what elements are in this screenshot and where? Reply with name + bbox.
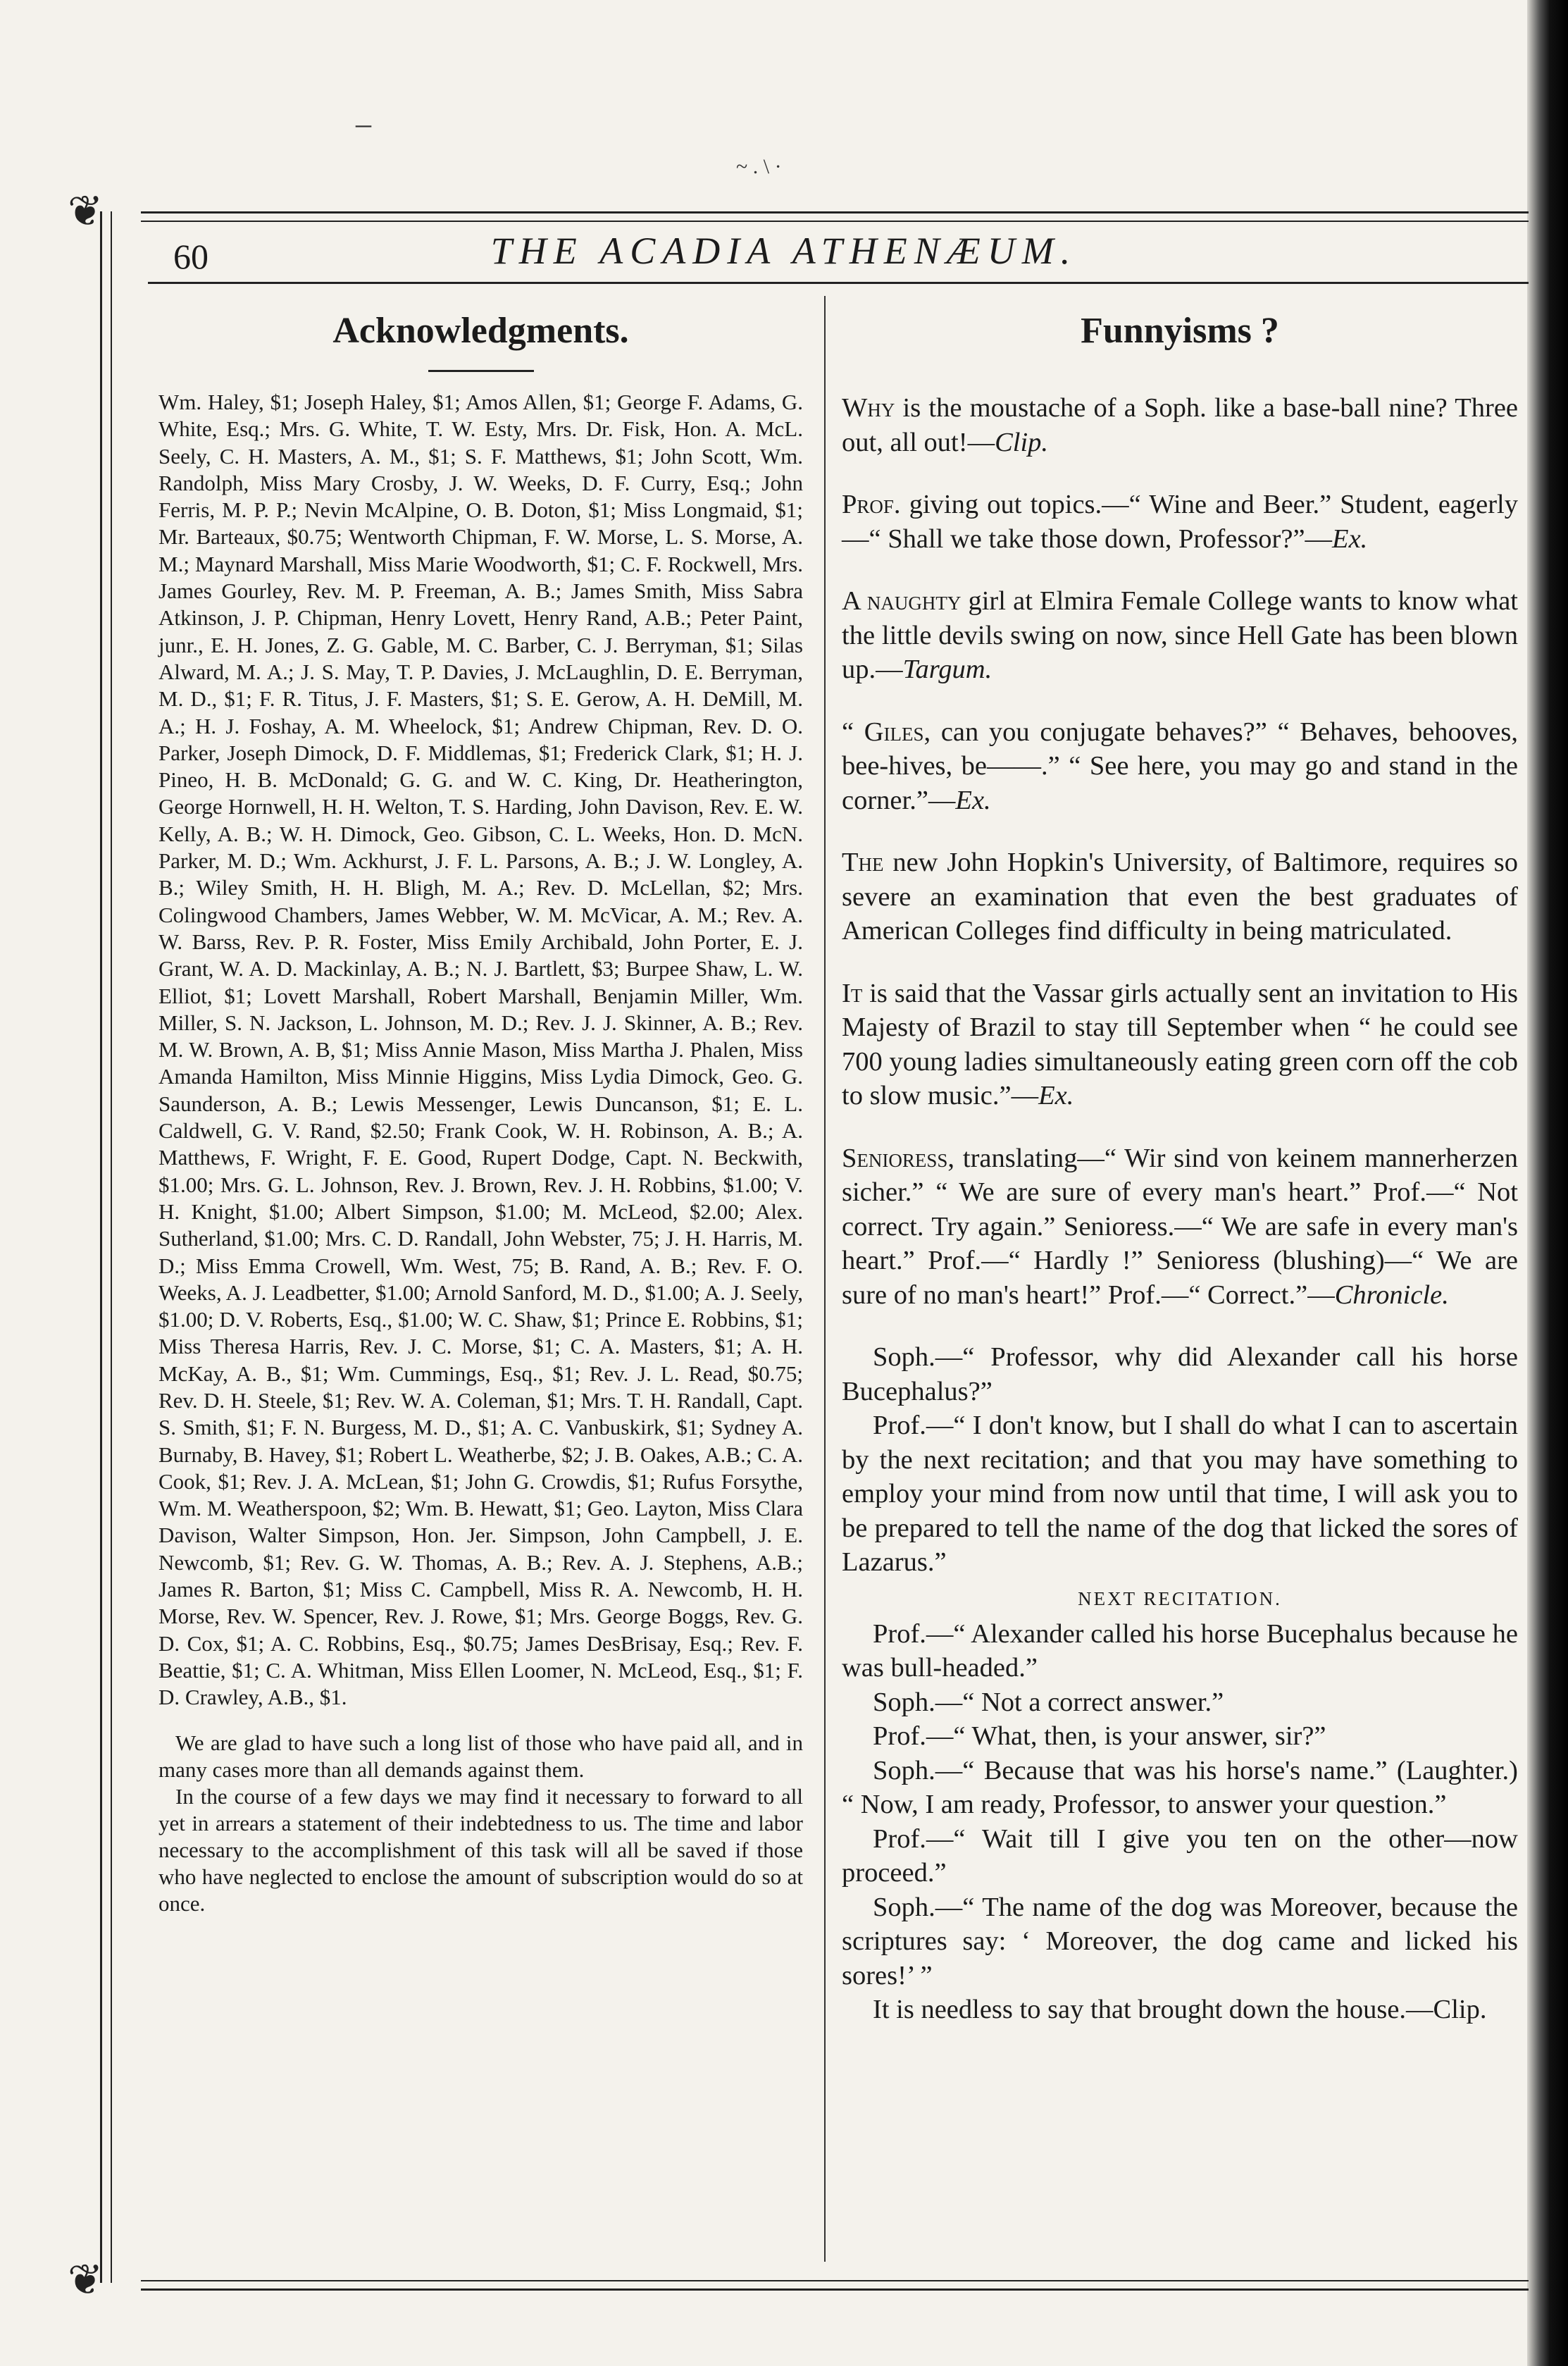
top-border-rule: [141, 211, 1529, 222]
funnyism-item: Why is the moustache of a Soph. like a base-ball nine? Three out, all out!—Clip.: [842, 393, 1518, 457]
funnyism-item: Prof. giving out topics.—“ Wine and Beer.” Student, eagerly—“ Shall we take those down, Professor?”—Ex.: [842, 490, 1518, 554]
acknowledgments-title: Acknowledgments.: [332, 311, 629, 351]
funnyisms-column: [842, 303, 1518, 2027]
running-title: THE ACADIA ATHENÆUM.: [490, 230, 1078, 272]
funnyism-item: Senioress, translating—“ Wir sind von keinem mannerherzen sicher.” “ We are sure of every man's heart.” Prof.—“ Not correct. Try again.” Senioress.—“ We are safe in every man's heart.” Prof.—“ Hardly !” Senioress (blushing)—“ We are sure of no man's heart!” Prof.—“ Correct.”—Chronicle.: [842, 1143, 1518, 1310]
funnyism-item: The new John Hopkin's University, of Baltimore, requires so severe an examination that even the best graduates of American Colleges find difficulty in being matriculated.: [842, 848, 1518, 946]
acknowledgments-column: [158, 303, 803, 1917]
corner-ornament-icon: ❦: [68, 2257, 104, 2303]
ink-speck: –: [356, 106, 371, 141]
dialogue-line: Prof.—“ Alexander called his horse Bucephalus because he was bull-headed.”: [842, 1618, 1518, 1683]
ink-speck: ~ . \ ·: [736, 155, 782, 178]
next-recitation-heading: NEXT RECITATION.: [1078, 1587, 1282, 1609]
acknowledgments-note: In the course of a few days we may find it necessary to forward to all yet in arrears a statement of their indebtedness to us. The time and labor necessary to the accomplishment of this task will all be saved if those who have neglected to enclose the amount of subscription would do so at once.: [158, 1783, 803, 1916]
scan-edge-shadow: [1527, 0, 1568, 2366]
dialogue-line: Soph.—“ The name of the dog was Moreover, because the scriptures say: ‘ Moreover, the dog came and licked his sores!’ ”: [842, 1892, 1518, 1990]
column-divider: [824, 296, 826, 2262]
header-rule: [148, 282, 1529, 284]
funnyism-item: A naughty girl at Elmira Female College wants to know what the little devils swing on now, since Hell Gate has been blown up.—Targum.: [842, 586, 1518, 684]
left-border-rule: [100, 211, 112, 2283]
bottom-border-rule: [141, 2280, 1529, 2291]
dialogue-line: Prof.—“ Wait till I give you ten on the other—now proceed.”: [842, 1823, 1518, 1888]
funnyism-item: “ Giles, can you conjugate behaves?” “ Behaves, behooves, bee-hives, be——.” “ See here, you may go and stand in the corner.”—Ex.: [842, 717, 1518, 815]
title-rule: [428, 370, 534, 372]
dialogue-line: Prof.—“ What, then, is your answer, sir?”: [873, 1721, 1326, 1751]
funnyisms-title: Funnyisms ?: [1081, 311, 1279, 351]
funnyism-item: It is said that the Vassar girls actually sent an invitation to His Majesty of Brazil to stay till September when “ he could see 700 young ladies simultaneously eating green corn off the cob to slow music.”—Ex.: [842, 978, 1518, 1110]
dialogue-line: It is needless to say that brought down the house.—Clip.: [873, 1995, 1487, 2024]
dialogue-line: Soph.—“ Because that was his horse's name.” (Laughter.) “ Now, I am ready, Professor, to answer your question.”: [842, 1755, 1518, 1819]
dialogue-line: Soph.—“ Not a correct answer.”: [873, 1687, 1224, 1717]
acknowledgments-list: Wm. Haley, $1; Joseph Haley, $1; Amos Allen, $1; George F. Adams, G. White, Esq.; Mrs. G. White, T. W. Esty, Mrs. Dr. Fisk, Hon. A. McL. Seely, C. H. Masters, A. M., $1; S. F. Matthews, $1; John Scott, Wm. Randolph, Miss Mary Crosby, J. W. Weeks, D. F. Curry, Esq.; John Ferris, M. P. P.; Nevin McAlpine, O. B. Doton, $1; Miss Longmaid, $1; Mr. Barteaux, $0.75; Wentworth Chipman, F. W. Morse, L. S. Morse, A. M.; Maynard Marshall, Miss Marie Woodworth, $1; C. F. Rockwell, Mrs. James Gourley, Rev. M. P. Freeman, A. B.; James Smith, Miss Sabra Atkinson, J. P. Chipman, Henry Lovett, Henry Rand, A.B.; Peter Paint, junr., E. H. Jones, Z. G. Gable, M. C. Barber, C. J. Berryman, $1; Silas Alward, M. A.; J. S. May, T. P. Davies, J. McLaughlin, D. E. Berryman, M. D., $1; F. R. Titus, J. F. Masters, $1; S. E. Gerow, A. H. DeMill, M. A.; H. J. Foshay, A. M. Wheelock, $1; Andrew Chipman, Rev. D. O. Parker, Joseph Dimock, D. F. Middlemas, $1; Frederick Clark, $1; H. J. Pineo, H. B. McDonald; G. G. and W. C. King, Dr. Heatherington, George Hornwell, H. H. Welton, T. S. Harding, John Davison, Rev. E. W. Kelly, A. B.; W. H. Dimock, Geo. Gibson, C. L. Weeks, Hon. D. McN. Parker, M. D.; Wm. Ackhurst, J. F. L. Parsons, A. B.; J. W. Longley, A. B.; Wiley Smith, H. H. Bligh, M. A.; Rev. D. McLellan, $2; Mrs. Colingwood Chambers, James Webber, W. M. McVicar, A. M.; Rev. A. W. Barss, Rev. P. R. Foster, Miss Emily Archibald, John Porter, E. J. Grant, W. A. D. Mackinlay, A. B.; N. J. Bartlett, $3; Burpee Shaw, L. W. Elliot, $1; Lovett Marshall, Robert Marshall, Benjamin Miller, Wm. Miller, S. N. Jackson, L. Johnson, M. D.; Rev. J. J. Skinner, A. B.; Rev. M. W. Brown, A. B, $1; Miss Annie Mason, Miss Martha J. Phalen, Miss Amanda Hamilton, Miss Minnie Higgins, Miss Lydia Dimock, Geo. G. Saunderson, A. B.; Lewis Messenger, Lewis Duncanson, $1; E. L. Caldwell, G. V. Rand, $2.50; Frank Cook, W. H. Robinson, A. B.; A. Matthews, F. Wright, F. E. Good, Rupert Dodge, Capt. N. Beckwith, $1.00; Mrs. G. L. Johnson, Rev. J. Brown, Rev. J. H. Robbins, $1.00; V. H. Knight, $1.00; Albert Simpson, $1.00; M. McLeod, $2.00; Alex. Sutherland, $1.00; Mrs. C. D. Randall, John Webster, 75; J. H. Harris, M. D.; Miss Emma Crowell, Wm. West, 75; B. Rand, A. B.; Rev. F. O. Weeks, A. J. Leadbetter, $1.00; Arnold Sanford, M. D., $1.00; A. J. Seely, $1.00; D. V. Roberts, Esq., $1.00; W. C. Shaw, $1; Prince E. Robbins, $1; Miss Theresa Harris, Rev. J. C. Morse, $1; C. A. Masters, $1; A. H. McKay, A. B., $1; Wm. Cummings, Esq., $1; Rev. J. L. Read, $0.75; Rev. D. H. Steele, $1; Rev. W. A. Coleman, $1; Mrs. T. H. Randall, Capt. S. Smith, $1; F. N. Burgess, M. D., $1; A. C. Vanbuskirk, $1; Sydney A. Burnaby, B. Havey, $1; Robert L. Weatherbe, $2; J. B. Oakes, A.B.; C. A. Cook, $1; Rev. J. A. McLean, $1; John G. Crowdis, $1; Rufus Forsythe, Wm. M. Weatherspoon, $2; Wm. B. Hewatt, $1; Geo. Layton, Miss Clara Davison, Walter Simpson, Hon. Jer. Simpson, John Campbell, J. E. Newcomb, $1; Rev. G. W. Thomas, A. B.; Rev. A. J. Stephens, A.B.; James R. Barton, $1; Miss C. Campbell, Miss R. A. Newcomb, H. H. Morse, Rev. W. Spencer, Rev. J. Rowe, $1; Mrs. George Boggs, Rev. G. D. Cox, $1; A. C. Robbins, Esq., $0.75; James DesBrisay, Esq.; Rev. F. Beattie, $1; C. A. Whitman, Miss Ellen Loomer, N. McLeod, Esq., $1; F. D. Crawley, A.B., $1.: [158, 390, 803, 1710]
page-number: 60: [173, 237, 209, 276]
acknowledgments-note: We are glad to have such a long list of those who have paid all, and in many cases more than all demands against them.: [158, 1730, 803, 1782]
dialogue-line: Prof.—“ I don't know, but I shall do what I can to ascertain by the next recitation; and that you may have something to employ your mind from now until that time, I will ask you to be prepared to tell the name of the dog that licked the sores of Lazarus.”: [842, 1411, 1518, 1577]
dialogue-line: Soph.—“ Professor, why did Alexander call his horse Bucephalus?”: [842, 1342, 1518, 1406]
corner-ornament-icon: ❦: [68, 188, 104, 235]
